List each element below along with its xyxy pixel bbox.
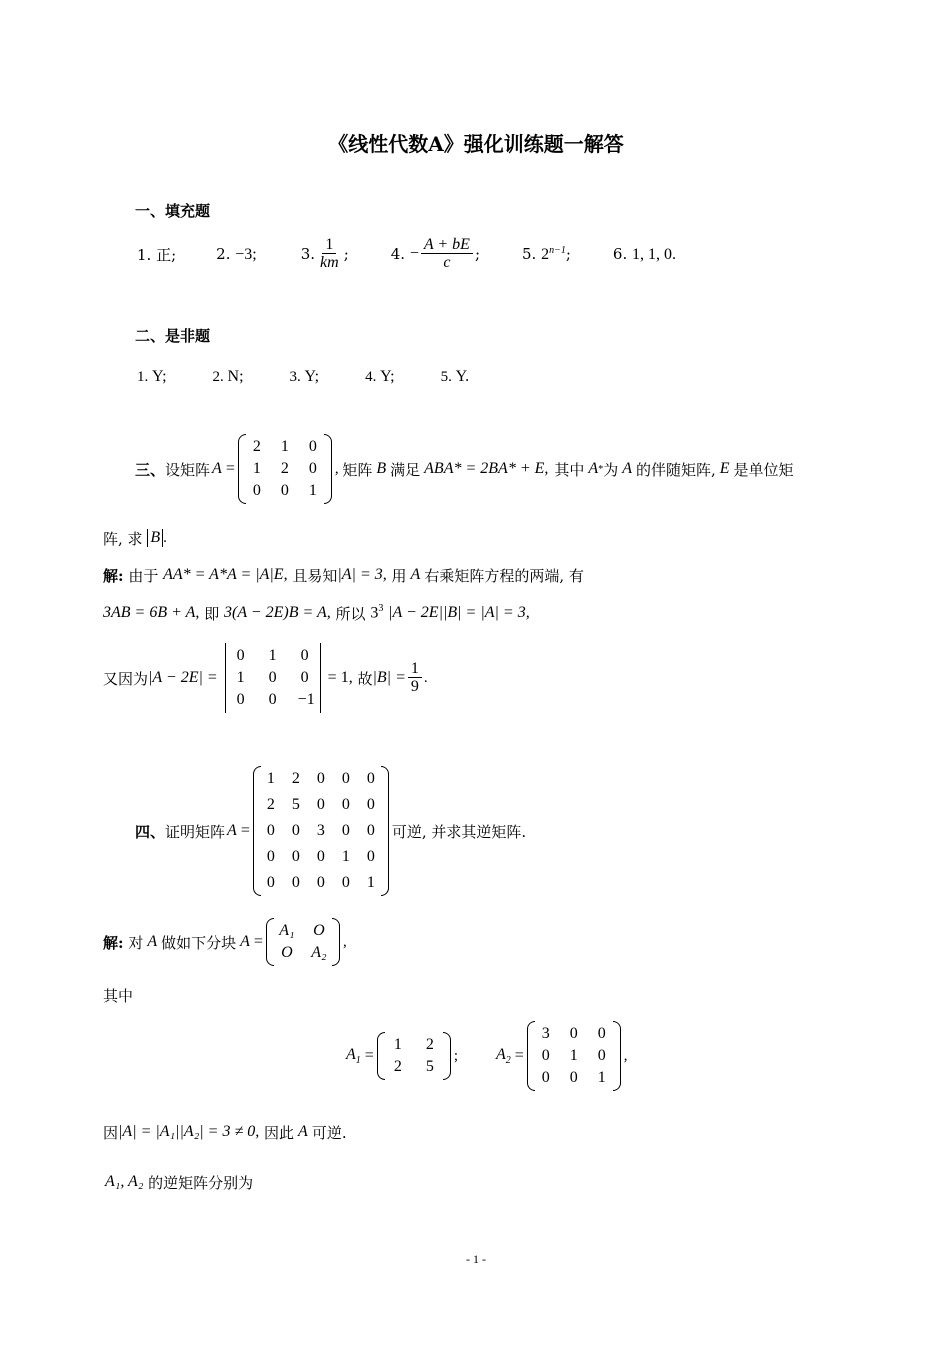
item-4: 4. − $\frac{A + bE}{c}$ ; <box>390 235 480 272</box>
matrix-A5-cell: 0 <box>266 822 275 839</box>
matrix-A5-cell: 2 <box>291 770 300 787</box>
matrix-A1 <box>377 1032 451 1080</box>
matrix-A2-cell: 0 <box>541 1069 550 1086</box>
matrix-A5-cell: 0 <box>266 848 275 865</box>
matrix-A5-cell: 2 <box>266 796 275 813</box>
fill-answers <box>137 234 676 274</box>
matrix-A2-cell: 1 <box>569 1047 578 1064</box>
matrix-A5-cell: 0 <box>366 796 375 813</box>
submatrices: $A_1$ = 1 2 2 5 ; $A_2$ = 3 0 0 0 1 0 0 0 1 , <box>346 1013 628 1099</box>
matrix-A-cell: 0 <box>308 460 317 477</box>
matrix-A5-cell: 5 <box>291 796 300 813</box>
matrix-A5-cell: 1 <box>366 874 375 891</box>
matrix-A <box>238 434 332 504</box>
matrix-A5-cell: 0 <box>266 874 275 891</box>
solution-3-line2: 3AB = 6B + A, 即 3(A − 2E)B = A, 所以 $3^3$ |A − 2E||B| = |A| = 3, <box>103 603 530 623</box>
matrix-A2-cell: 0 <box>597 1047 606 1064</box>
matrix-A5-cell: 0 <box>316 770 325 787</box>
solution-3-line3: 又因为 |A − 2E| = 0 1 0 1 0 0 0 0 −1 = 1, 故 |B| = $\frac{1}{9}$ . <box>103 637 428 719</box>
block-matrix-cell: A₂ <box>311 944 327 961</box>
tf-item: 2. N; <box>212 368 244 385</box>
matrix-A-cell: 2 <box>280 460 289 477</box>
matrix-equation: ABA* = 2BA* + E, <box>424 460 549 477</box>
solution-label: 解: <box>103 566 124 585</box>
tf-item: 5. Y. <box>440 368 470 385</box>
where-label: 其中 <box>103 987 134 1005</box>
section-heading-truefalse: 二、是非题 <box>135 327 211 345</box>
tf-item: 4. Y; <box>365 368 395 385</box>
matrix-A5-cell: 0 <box>316 796 325 813</box>
matrix-A2-cell: 3 <box>541 1025 550 1042</box>
fraction: $\frac{A + bE}{c}$ <box>421 236 473 273</box>
determinant-cell: 0 <box>300 647 309 664</box>
item-3: 3. $\frac{1}{km}$ ; <box>300 235 349 272</box>
matrix-A-cell: 1 <box>308 482 317 499</box>
block-matrix-cell: A₁ <box>279 922 295 939</box>
matrix-A-cell: 2 <box>252 438 261 455</box>
block-matrix-cell: O <box>313 922 325 939</box>
problem-4: 四、 证明矩阵 A = 1 2 0 0 0 2 5 0 0 0 0 0 3 0 0 0 0 0 1 0 0 0 0 0 1 可逆, 并求其逆矩阵. <box>135 760 526 902</box>
matrix-A5-cell: 0 <box>341 822 350 839</box>
solution-4-invertible: 因 |A| = |A₁||A₂| = 3 ≠ 0, 因此 A 可逆. <box>103 1123 347 1142</box>
matrix-A5-cell: 0 <box>366 770 375 787</box>
solution-4-line1: 解: 对 A 做如下分块 A = A₁ O O A₂ , <box>103 914 347 970</box>
matrix-A2-cell: 0 <box>541 1047 550 1064</box>
problem-3: 三、 设矩阵 A = 2 1 0 1 2 0 0 0 1 , 矩阵 B 满足 ABA* = 2BA* + E, 其中 A * 为 A 的伴随矩阵, E 是单位矩 <box>135 426 794 512</box>
matrix-A5-cell: 1 <box>341 848 350 865</box>
determinant-cell: 1 <box>236 669 245 686</box>
matrix-A5-cell: 0 <box>316 848 325 865</box>
fraction: $\frac{1}{9}$ <box>408 660 422 697</box>
solution-4-inverse-intro: A₁, A₂ 的逆矩阵分别为 <box>105 1173 254 1192</box>
solution-label: 解: <box>103 933 124 952</box>
matrix-A-cell: 0 <box>280 482 289 499</box>
matrix-A2 <box>527 1021 621 1091</box>
matrix-A5-cell: 0 <box>291 822 300 839</box>
matrix-A5-cell: 0 <box>341 874 350 891</box>
matrix-A5-cell: 1 <box>266 770 275 787</box>
determinant-cell: 0 <box>300 669 309 686</box>
matrix-A5-cell: 0 <box>291 874 300 891</box>
matrix-A1-cell: 2 <box>425 1036 434 1053</box>
block-matrix-cell: O <box>281 944 293 961</box>
page-title: 《线性代数A》强化训练题一解答 <box>328 132 624 156</box>
matrix-A5-cell: 0 <box>316 874 325 891</box>
determinant-cell: 0 <box>268 691 277 708</box>
item-1: 1. 正; <box>137 245 177 264</box>
fraction: $\frac{1}{km}$ <box>320 235 339 272</box>
matrix-A5-cell: 3 <box>316 822 325 839</box>
matrix-A5-cell: 0 <box>341 770 350 787</box>
truefalse-answers <box>137 366 469 388</box>
item-6: 6. 1, 1, 0. <box>612 244 676 263</box>
item-5: 5. $2^{n-1}$; <box>522 244 571 263</box>
matrix-A-cell: 1 <box>252 460 261 477</box>
matrix-A-cell: 1 <box>280 438 289 455</box>
matrix-A5-cell: 0 <box>366 822 375 839</box>
determinant-cell: 0 <box>268 669 277 686</box>
page-number: - 1 - <box>466 1252 486 1266</box>
solution-3-line1: 解: 由于 AA* = A*A = |A|E, 且易知 |A| = 3, 用 A 右乘矩阵方程的两端, 有 <box>103 566 584 585</box>
matrix-A2-cell: 0 <box>569 1025 578 1042</box>
determinant-cell: 0 <box>236 647 245 664</box>
matrix-A5-cell: 0 <box>366 848 375 865</box>
matrix-A-cell: 0 <box>308 438 317 455</box>
section-heading-fill: 一、填充题 <box>135 202 211 220</box>
matrix-A2-cell: 0 <box>569 1069 578 1086</box>
matrix-A5-cell: 0 <box>291 848 300 865</box>
determinant-cell: 1 <box>268 647 277 664</box>
matrix-A-5x5 <box>253 766 389 896</box>
problem-3-cont: 阵, 求 B . <box>103 529 167 548</box>
item-2: 2. −3; <box>216 244 257 263</box>
tf-item: 3. Y; <box>289 368 320 385</box>
matrix-A-cell: 0 <box>252 482 261 499</box>
problem-number: 四、 <box>135 822 166 841</box>
tf-item: 1. Y; <box>137 368 167 385</box>
determinant <box>221 643 325 713</box>
matrix-A1-cell: 5 <box>425 1058 434 1075</box>
matrix-A2-cell: 1 <box>597 1069 606 1086</box>
determinant-cell: −1 <box>297 691 315 708</box>
problem-number: 三、 <box>135 460 166 479</box>
matrix-A1-cell: 2 <box>393 1058 402 1075</box>
matrix-A5-cell: 0 <box>341 796 350 813</box>
matrix-A1-cell: 1 <box>393 1036 402 1053</box>
matrix-A2-cell: 0 <box>597 1025 606 1042</box>
block-matrix <box>266 918 340 966</box>
determinant-cell: 0 <box>236 691 245 708</box>
